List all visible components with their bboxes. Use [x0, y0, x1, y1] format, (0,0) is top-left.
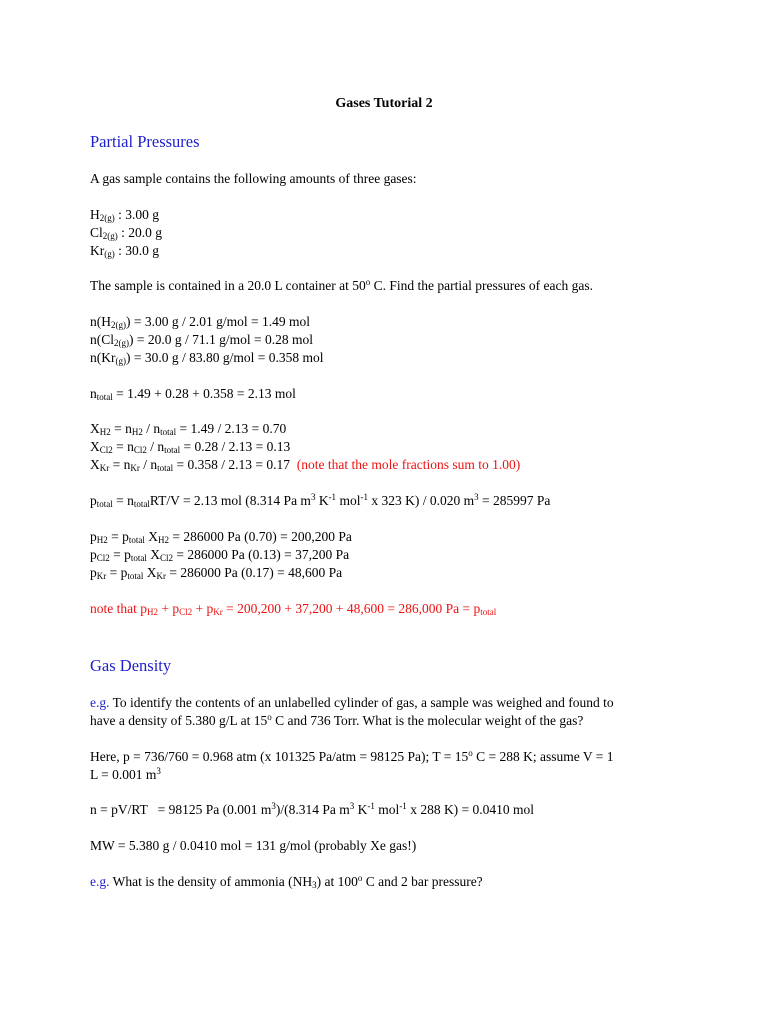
heading-gas-density: Gas Density: [90, 656, 172, 675]
mole-fraction-cl2: $X_{Cl2} = n_{Cl2} / n_{total} = 0.28 / 2.13 = 0.13$: [90, 439, 291, 455]
mole-fraction-kr: $X_{Kr} = n_{Kr} / n_{total} = 0.358 / 2.13 = 0.17$ (note that the mole fractions sum to 1.00): [90, 457, 521, 473]
partial-pressure-sum-note: note that $p_{H2} + p_{Cl2} + p_{Kr} = 200,200 + 37,200 + 48,600 = 286,000$ $Pa = p_{total}$: [90, 601, 497, 617]
intro-text: A gas sample contains the following amounts of three gases:: [90, 171, 417, 186]
partial-pressure-h2: $p_{H2} = p_{total}$ $X_{H2} = 286000$ Pa (0.70) = 200,200 Pa: [90, 529, 352, 545]
total-moles: $n_{total} = 1.49 + 0.28 + 0.358 = 2.13$ mol: [90, 386, 296, 402]
example1-line2: have a density of 5.380 g/L at 15$^o$ C and 736 Torr. What is the molecular weight of the gas?: [90, 712, 584, 728]
heading-partial-pressures: Partial Pressures: [90, 132, 200, 151]
document-title: Gases Tutorial 2: [335, 96, 433, 111]
partial-pressure-cl2: $p_{Cl2} = p_{total}$ $X_{Cl2} = 286000$ Pa (0.13) = 37,200 Pa: [90, 547, 350, 563]
moles-calc-line: n = pV/RT = 98125 Pa (0.001 $m^3)/(8.314$ Pa $m^3$ $K^{-1}$ mol$^{-1}$ x 288 K) = 0.0410 mol: [90, 801, 535, 817]
molecular-weight-line: MW = 5.380 g / 0.0410 mol = 131 g/mol (probably Xe gas!): [90, 838, 417, 853]
example1-line1: e.g. To identify the contents of an unlabelled cylinder of gas, a sample was weighed and found to: [90, 695, 614, 710]
mole-fraction-note: (note that the mole fractions sum to 1.00): [296, 457, 521, 472]
moles-h2: $n(H_{2(g)}) = 3.00$ g / 2.01 g/mol = 1.49 mol: [90, 314, 310, 330]
moles-kr: $n(Kr_{(g)}) = 30.0$ g / 83.80 g/mol = 0.358 mol: [90, 350, 324, 366]
eg-label-2: e.g.: [90, 874, 110, 889]
here-line2: L = 0.001 $m^3$: [90, 766, 161, 782]
gas-line-h2: $H_{2(g)}$ : 3.00 g: [90, 207, 160, 223]
moles-cl2: $n(Cl_{2(g)}) = 20.0$ g / 71.1 g/mol = 0.28 mol: [90, 332, 313, 348]
total-pressure-calc: $p_{total} = n_{total}RT/V = 2.13$ mol (8.314 Pa $m^3$ $K^{-1}$ mol$^{-1}$ x 323 K) / 0.020 $m^3 = 285997$ Pa: [90, 492, 551, 509]
here-line1: Here, p = 736/760 = 0.968 atm (x 101325 Pa/atm = 98125 Pa); $T = 15^o$ C = 288 K; assume V = 1: [90, 748, 614, 764]
problem-statement: The sample is contained in a 20.0 L container at 50$^o$ C. Find the partial pressures of each gas.: [90, 277, 593, 293]
eg-label: e.g.: [90, 695, 110, 710]
mole-fraction-h2: $X_{H2} = n_{H2} / n_{total} = 1.49 / 2.13 = 0.70$: [90, 421, 287, 437]
partial-pressure-kr: $p_{Kr} = p_{total}$ $X_{Kr} = 286000$ Pa (0.17) = 48,600 Pa: [90, 565, 343, 581]
gas-line-kr: $Kr_{(g)}$ : 30.0 g: [90, 243, 160, 259]
gas-line-cl2: $Cl_{2(g)}$ : 20.0 g: [90, 225, 163, 241]
example2-line: e.g. What is the density of ammonia $(NH_3)$ at 100$^o$ C and 2 bar pressure?: [90, 873, 483, 890]
